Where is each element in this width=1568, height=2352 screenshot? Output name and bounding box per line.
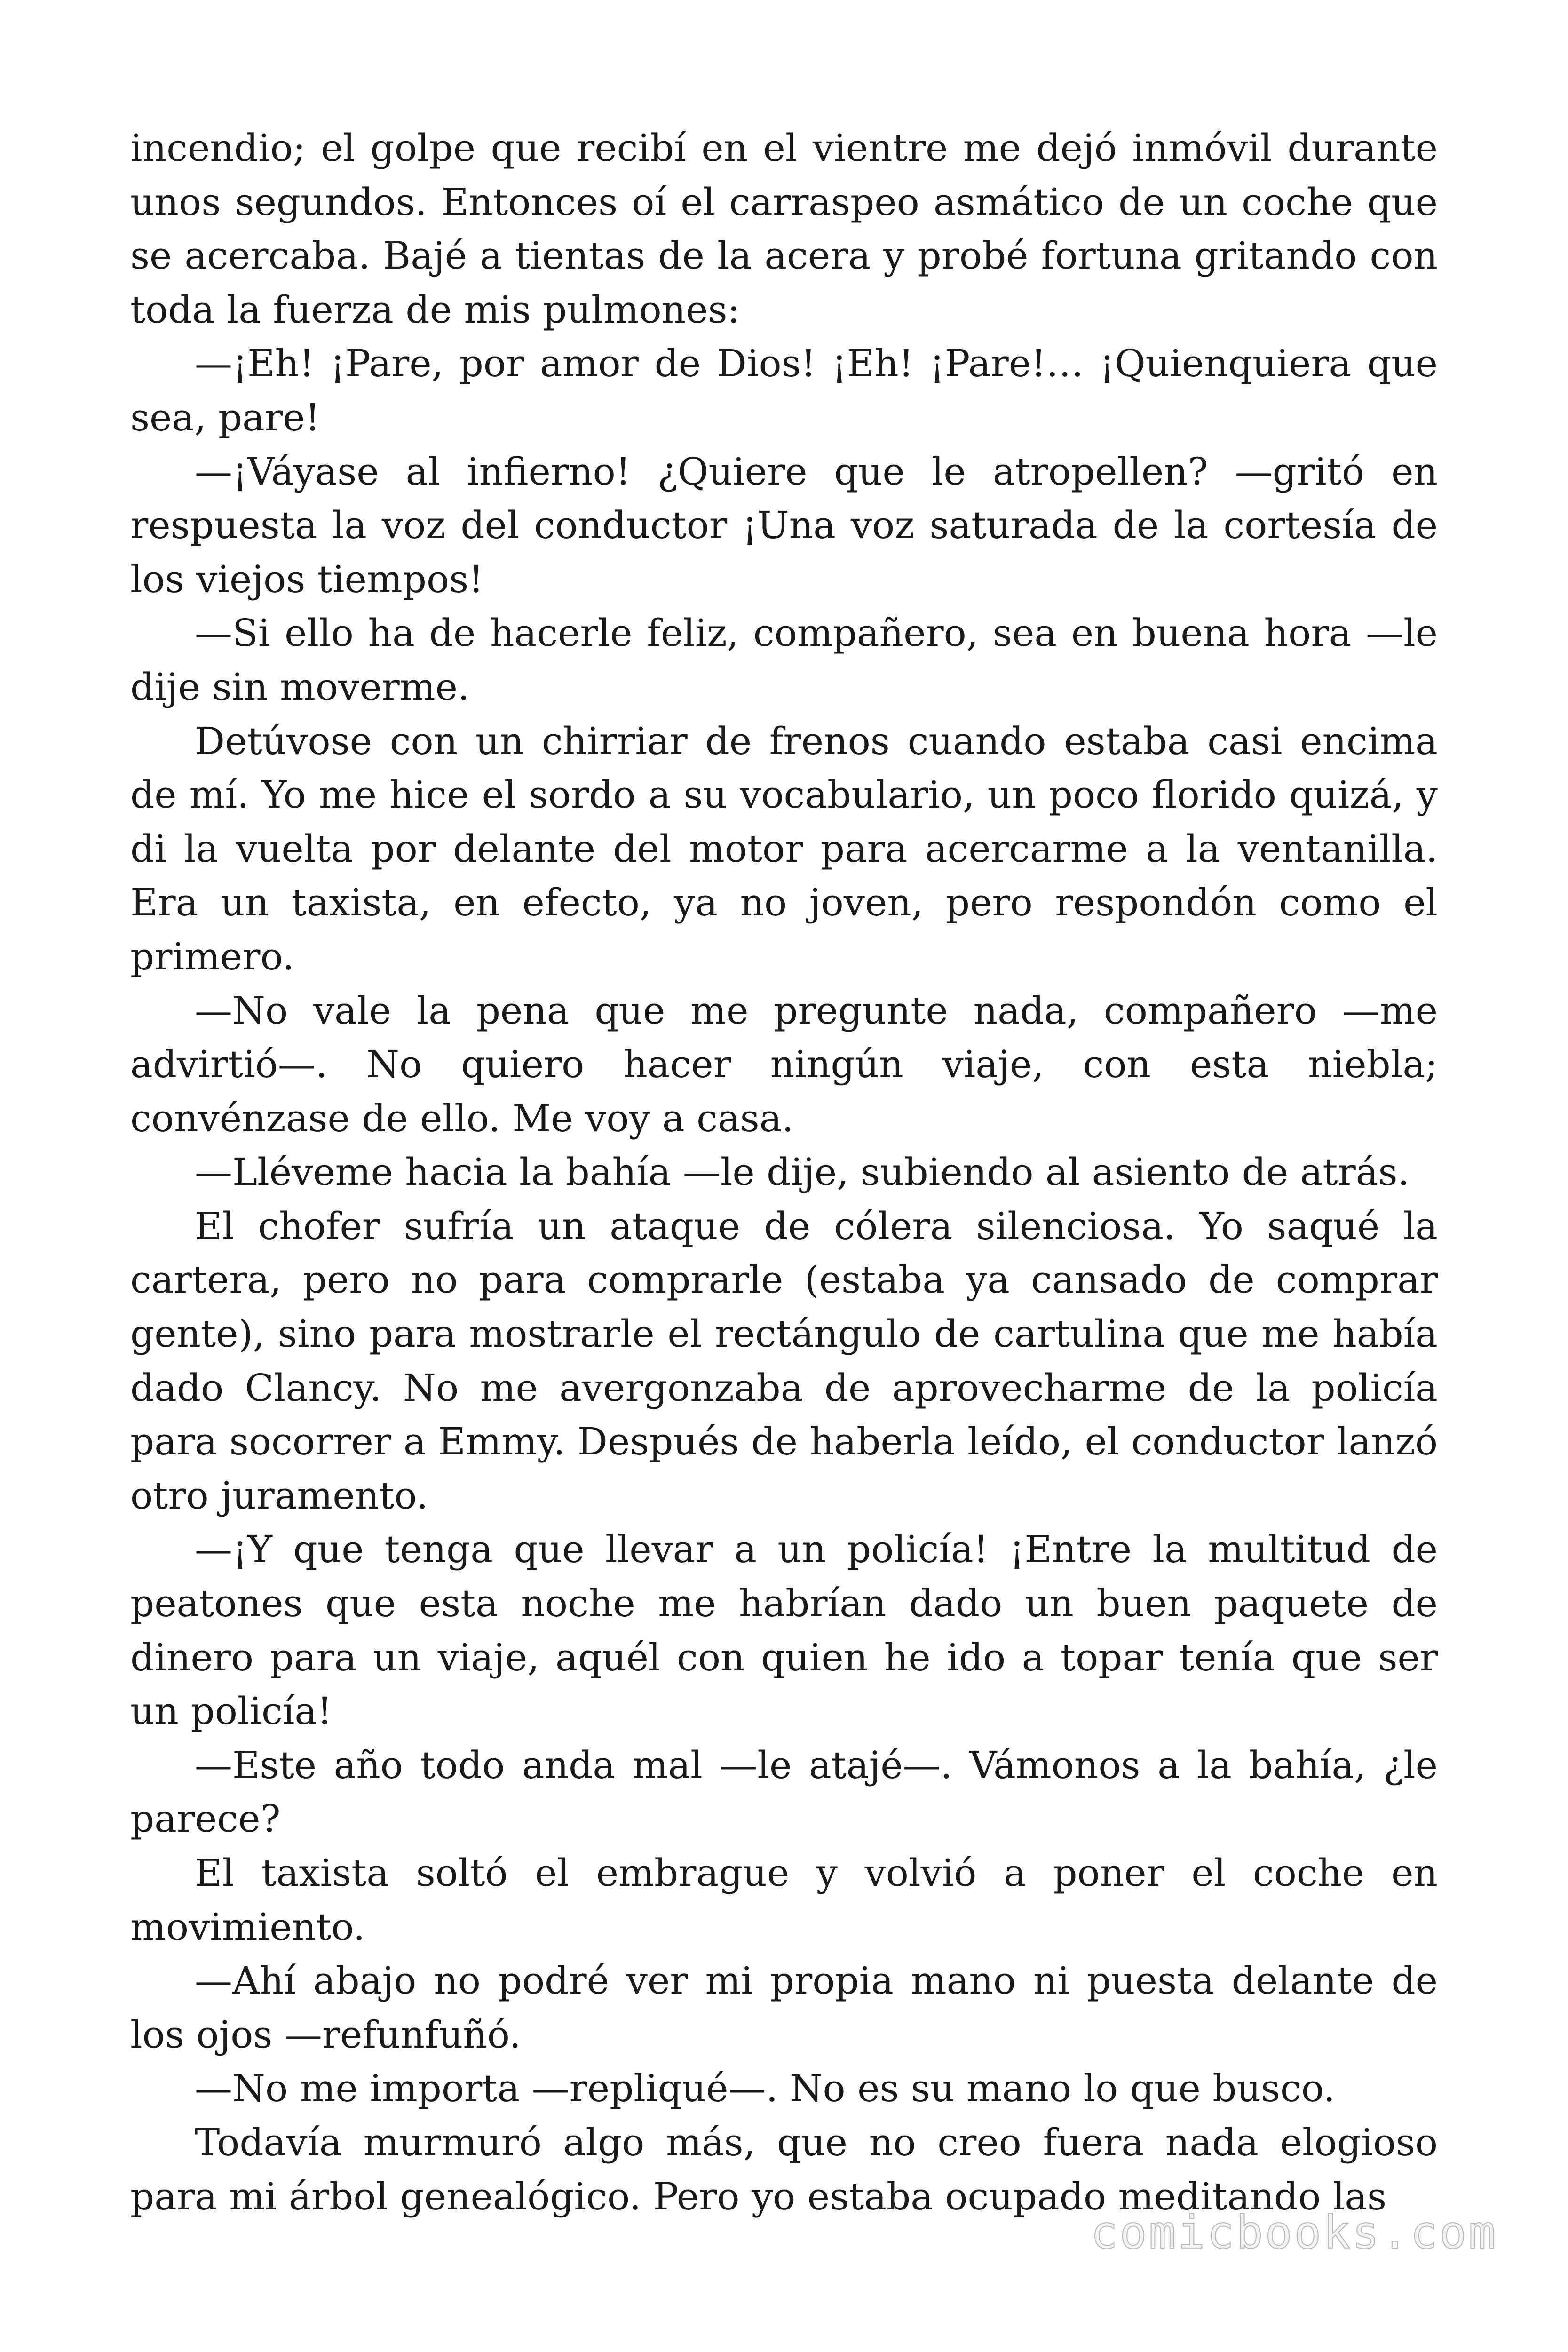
paragraph-6: —No vale la pena que me pregunte nada, compañero —me advirtió—. No quiero hacer ningún viaje, con esta niebla; convénzase de ello. Me voy a casa.: [130, 988, 1438, 1140]
paragraph-5: Detúvose con un chirriar de frenos cuando estaba casi encima de mí. Yo me hice el sordo a su vocabulario, un poco florido quizá, y di la vuelta por delante del motor para acercarme a la ventanilla. Era un taxista, en efecto, ya no joven, pero respondón como el primero.: [130, 719, 1438, 978]
paragraph-13: —No me importa —repliqué—. No es su mano lo que busco.: [195, 2066, 1336, 2111]
paragraph-4: —Si ello ha de hacerle feliz, compañero, sea en buena hora —le dije sin moverme.: [130, 611, 1438, 709]
paragraph-12: —Ahí abajo no podré ver mi propia mano ni puesta delante de los ojos —refunfuñó.: [130, 1959, 1438, 2057]
paragraph-8: El chofer sufría un ataque de cólera silenciosa. Yo saqué la cartera, pero no para comprarle (estaba ya cansado de comprar gente), sino para mostrarle el rectángulo de cartulina que me había dado Clancy. No me avergonzaba de aprovecharme de la policía para socorrer a Emmy. Después de haberla leído, el conductor lanzó otro juramento.: [130, 1204, 1438, 1518]
paragraph-2: —¡Eh! ¡Pare, por amor de Dios! ¡Eh! ¡Pare!… ¡Quienquiera que sea, pare!: [130, 342, 1438, 439]
paragraph-11: El taxista soltó el embrague y volvió a poner el coche en movimiento.: [130, 1851, 1438, 1949]
paragraph-1: incendio; el golpe que recibí en el vientre me dejó inmóvil durante unos segundos. Entonces oí el carraspeo asmático de un coche que se acercaba. Bajé a tientas de la acera y probé fortuna gritando con toda la fuerza de mis pulmones:: [130, 126, 1438, 332]
paragraph-10: —Este año todo anda mal —le atajé—. Vámonos a la bahía, ¿le parece?: [130, 1743, 1438, 1841]
body-text: [130, 121, 1438, 2224]
paragraph-9: —¡Y que tenga que llevar a un policía! ¡Entre la multitud de peatones que esta noche me habrían dado un buen paquete de dinero para un viaje, aquél con quien he ido a topar tenía que ser un policía!: [130, 1527, 1438, 1733]
paragraph-14: Todavía murmuró algo más, que no creo fuera nada elogioso para mi árbol genealógico. Pero yo estaba ocupado meditando las: [130, 2120, 1438, 2218]
paragraph-7: —Lléveme hacia la bahía —le dije, subiendo al asiento de atrás.: [195, 1150, 1410, 1194]
watermark: comicbooks.com: [1090, 2206, 1497, 2259]
paragraph-3: —¡Váyase al infierno! ¿Quiere que le atropellen? —gritó en respuesta la voz del conductor ¡Una voz saturada de la cortesía de los viejos tiempos!: [130, 449, 1438, 601]
